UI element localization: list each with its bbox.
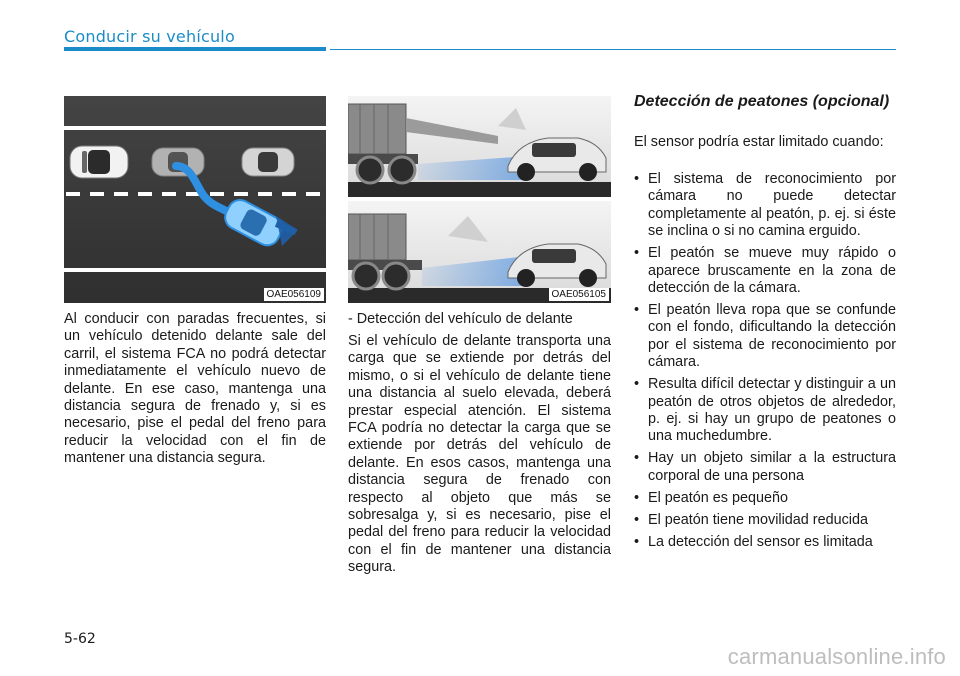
lane-change-illustration — [64, 96, 326, 303]
pedestrian-detection-heading: Detección de peatones (opcional) — [634, 93, 890, 110]
departing-vehicle — [152, 148, 204, 176]
fca-lane-change-paragraph: Al conducir con paradas frecuentes, si un vehículo detenido delante sale del carril, el sistema FCA no podrá detectar inmediatamente el vehículo nuevo de delante. En ese caso, mantenga una distancia segura de frenado y, si es necesario, pise el pedal del freno para reducir la velocidad con el fin de mantener una distancia segura. — [64, 311, 326, 467]
figure-code: OAE056109 — [264, 288, 325, 301]
list-item: • Hay un objeto similar a la estructura corporal de una persona — [634, 450, 896, 484]
site-watermark: carmanualsonline.info — [727, 644, 946, 669]
vehicle-ahead-detection-title: - Detección del vehículo de delante — [348, 311, 573, 327]
vehicle-ahead — [242, 148, 294, 176]
vehicle-ahead-detection-paragraph: Si el vehículo de delante transporta una carga que se extiende por detrás del mismo, o si el vehículo de delante tiene una distancia al suelo elevada, deberá prestar especial atención. El sistema FCA podría no detectar la carga que se extiende por detrás del vehículo de delante. En esos casos, mantenga una distancia segura de frenado con respecto al objeto que más se sobresalga y, si es necesario, pise el pedal del freno para reducir la velocidad con el fin de mantener una distancia segura. — [348, 333, 611, 576]
list-item: • El peatón tiene movilidad reducida — [634, 511, 868, 528]
header-rule-thick — [64, 47, 326, 51]
lane-change-figure — [64, 96, 326, 303]
truck-load-figure — [348, 96, 611, 303]
list-item: • El peatón lleva ropa que se confunde con el fondo, dificultando la detección por el sistema de reconocimiento por cámara. — [634, 302, 896, 371]
list-item: • El peatón es pequeño — [634, 489, 789, 506]
page-number: 5-62 — [64, 631, 96, 647]
list-item: • El peatón se mueve muy rápido o aparece bruscamente en la zona de detección de la cámara. — [634, 245, 896, 297]
truck-load-illustration — [348, 96, 611, 303]
list-item: • El sistema de reconocimiento por cámara no puede detectar completamente al peatón, p. ej. si éste se inclina o si no camina erguido. — [634, 171, 896, 240]
list-item: • La detección del sensor es limitada — [634, 533, 873, 550]
section-title: Conducir su vehículo — [64, 27, 235, 46]
pedestrian-intro: El sensor podría estar limitado cuando: — [634, 134, 884, 150]
own-vehicle — [70, 146, 128, 178]
figure-code: OAE056105 — [549, 288, 610, 301]
list-item: • Resulta difícil detectar y distinguir a un peatón de otros objetos de alrededor, p. ej. si hay un grupo de peatones o una muchedumbre. — [634, 376, 896, 445]
header-rule-thin — [330, 49, 896, 50]
pedestrian-limitations-list — [634, 171, 896, 556]
